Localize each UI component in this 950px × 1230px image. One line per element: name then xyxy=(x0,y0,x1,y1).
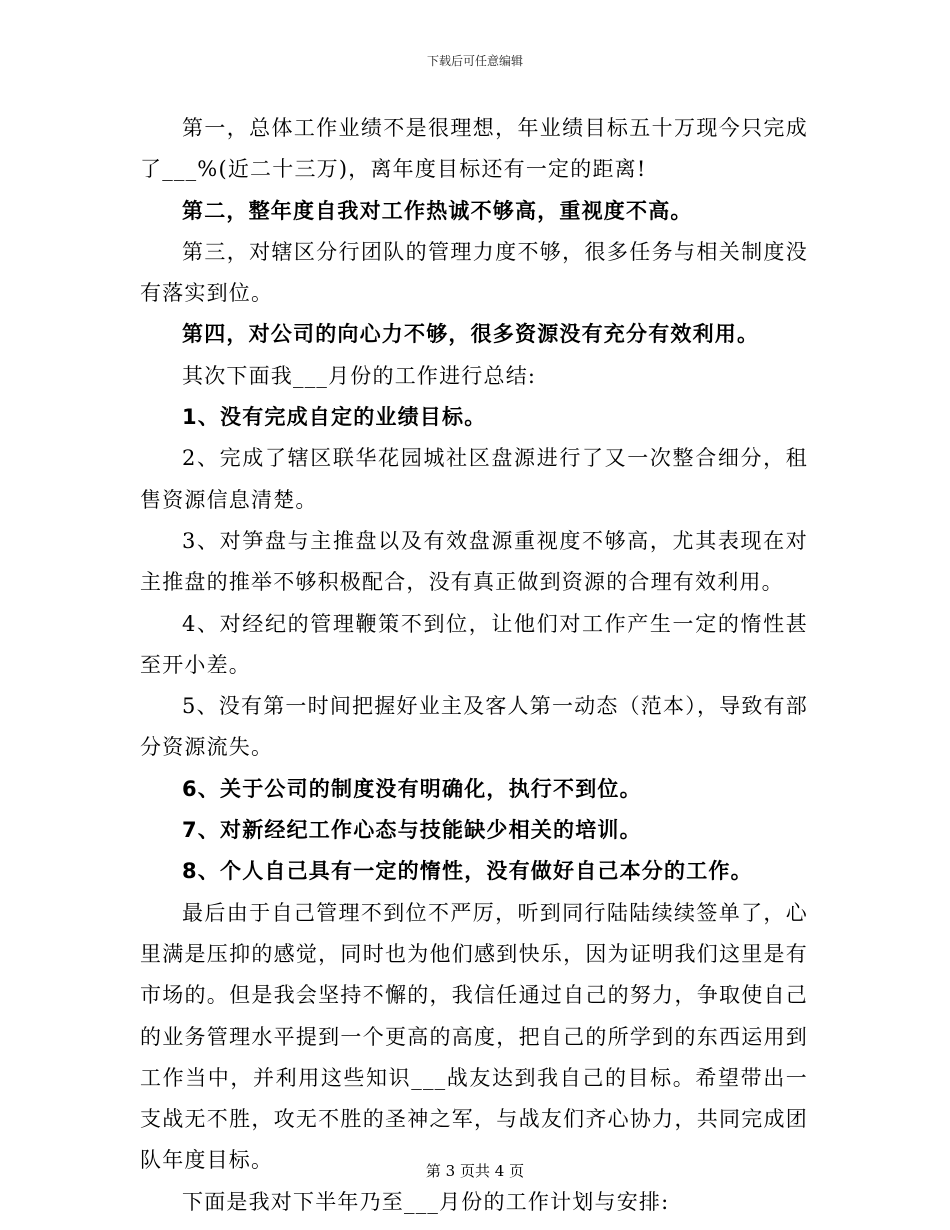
paragraph-1: 第一，总体工作业绩不是很理想，年业绩目标五十万现今只完成了___%(近二十三万)，离年度目标还有一定的距离! xyxy=(140,116,808,182)
paragraph-conclusion: 最后由于自己管理不到位不严厉，听到同行陆陆续续签单了，心里满是压抑的感觉，同时也为他们感到快乐，因为证明我们这里是有市场的。但是我会坚持不懈的，我信任通过自己的努力，争取使自己的业务管理水平提到一个更高的高度，把自己的所学到的东西运用到工作当中，并利用这些知识___战友达到我自己的目标。希望带出一支战无不胜，攻无不胜的圣神之军，与战友们齐心协力，共同完成团队年度目标。 xyxy=(140,900,808,1173)
list-item-2: 2、完成了辖区联华花园城社区盘源进行了又一次整合细分，租售资源信息清楚。 xyxy=(140,446,808,512)
list-item-8: 8、个人自己具有一定的惰性，没有做好自己本分的工作。 xyxy=(182,859,753,884)
page-footer: 第 3 页共 4 页 xyxy=(425,1162,525,1180)
list-item-7: 7、对新经纪工作心态与技能缺少相关的培训。 xyxy=(182,818,642,843)
paragraph-4: 第四，对公司的向心力不够，很多资源没有充分有效利用。 xyxy=(182,322,760,347)
list-item-1: 1、没有完成自定的业绩目标。 xyxy=(182,405,487,430)
paragraph-3: 第三，对辖区分行团队的管理力度不够，很多任务与相关制度没有落实到位。 xyxy=(140,239,808,306)
list-item-4: 4、对经纪的管理鞭策不到位，让他们对工作产生一定的惰性甚至开小差。 xyxy=(140,611,808,677)
list-item-3: 3、对笋盘与主推盘以及有效盘源重视度不够高，尤其表现在对主推盘的推举不够积极配合，没有真正做到资源的合理有效利用。 xyxy=(140,528,808,595)
page-header: 下载后可任意编辑 xyxy=(426,54,523,68)
paragraph-5: 其次下面我___月份的工作进行总结: xyxy=(182,363,537,388)
paragraph-plan-intro: 下面是我对下半年乃至___月份的工作计划与安排: xyxy=(182,1189,670,1214)
list-item-6: 6、关于公司的制度没有明确化，执行不到位。 xyxy=(182,776,642,801)
paragraph-2: 第二，整年度自我对工作热诚不够高，重视度不高。 xyxy=(182,198,693,223)
document-body xyxy=(140,108,808,1223)
list-item-5: 5、没有第一时间把握好业主及客人第一动态（范本），导致有部分资源流失。 xyxy=(140,694,808,760)
